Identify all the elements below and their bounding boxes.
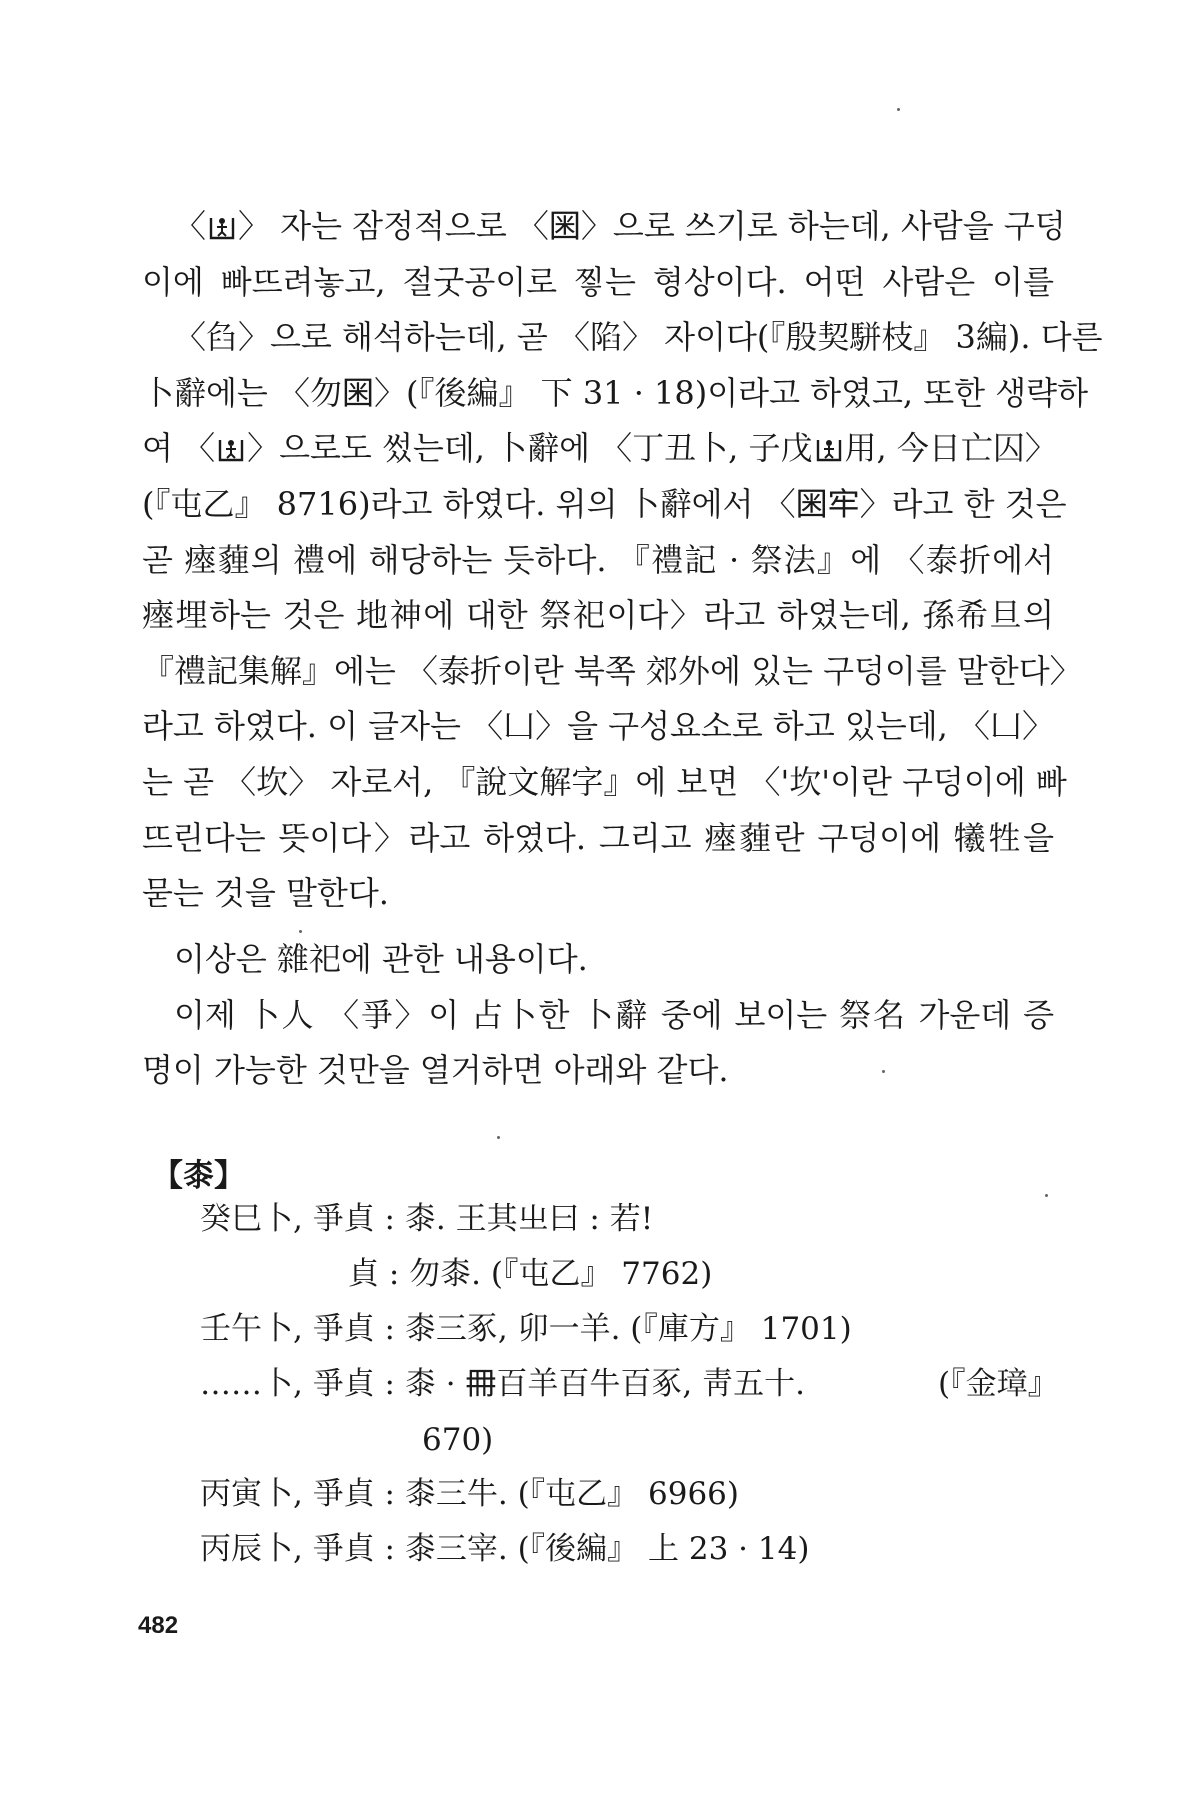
paragraph-line: 명이 가능한 것만을 열거하면 아래와 같다. <box>142 1051 729 1090</box>
divination-entry-continuation: 670) <box>422 1422 494 1458</box>
paragraph-line: 〈 〉 자는 잠정적으로 〈𡇒〉으로 쓰기로 하는데, 사람을 구덩 <box>174 207 1066 245</box>
paragraph-line: 곧 瘞薶의 禮에 해당하는 듯하다. 『禮記 · 祭法』에 〈泰折에서 <box>142 540 1054 579</box>
paragraph-line: 『禮記集解』에는 〈泰折이란 북쪽 郊外에 있는 구덩이를 말한다〉 <box>142 651 1082 690</box>
paragraph-2 <box>142 932 1054 1099</box>
paragraph-line: 卜辭에는 〈勿𡇒〉(『後編』 下 31 · 18)이라고 하였고, 또한 생략하 <box>142 373 1088 412</box>
paragraph-line: 묻는 것을 말한다. <box>142 874 389 913</box>
paragraph-line: 瘞埋하는 것은 地神에 대한 祭祀이다〉라고 하였는데, 孫希旦의 <box>142 596 1054 635</box>
paragraph-line: 이에 빠뜨려놓고, 절굿공이로 찧는 형상이다. 어떤 사람은 이를 <box>142 262 1054 301</box>
paragraph-1 <box>142 199 1103 922</box>
oracle-glyph-icon <box>814 434 844 464</box>
paragraph-line: 여 〈 〉으로도 썼는데, 卜辭에 〈丁丑卜, 子戊 用, 今日亡囚〉 <box>142 429 1057 468</box>
divination-entry: ……卜, 爭貞 : 桼 · 𠕋百羊百牛百豖, 靑五十. <box>200 1366 805 1402</box>
section-heading: 【桼】 <box>152 1158 245 1194</box>
paragraph-line: 는 곧 〈坎〉 자로서, 『說文解字』에 보면 〈'坎'이란 구덩이에 빠 <box>142 762 1067 801</box>
scan-speck <box>1045 1194 1048 1197</box>
paragraph-line: 라고 하였다. 이 글자는 〈凵〉을 구성요소로 하고 있는데, 〈凵〉 <box>142 707 1054 746</box>
paragraph-line: 이상은 雜祀에 관한 내용이다. <box>174 940 588 978</box>
scan-speck <box>897 108 900 111</box>
divination-entry: 貞 : 勿桼. (『屯乙』 7762) <box>348 1256 713 1292</box>
paragraph-line: 이제 卜人 〈爭〉이 占卜한 卜辭 중에 보이는 祭名 가운데 증 <box>174 995 1054 1034</box>
divination-entry: 壬午卜, 爭貞 : 桼三豖, 卯一羊. (『庫方』 1701) <box>200 1311 852 1347</box>
oracle-glyph-icon <box>216 434 246 464</box>
divination-entry: 癸巳卜, 爭貞 : 桼. 王其㞢曰 : 若! <box>200 1201 654 1237</box>
scan-speck <box>299 930 302 933</box>
scan-speck <box>882 1070 885 1073</box>
paragraph-line: (『屯乙』 8716)라고 하였다. 위의 卜辭에서 〈𡇒牢〉라고 한 것은 <box>142 484 1067 523</box>
scan-speck <box>497 1136 500 1139</box>
paragraph-line: 〈臽〉으로 해석하는데, 곧 〈陷〉 자이다(『殷契駢枝』 3編). 다른 <box>174 318 1103 357</box>
divination-entry: 丙寅卜, 爭貞 : 桼三牛. (『屯乙』 6966) <box>200 1476 740 1512</box>
divination-entry-citation: (『金璋』 <box>938 1366 1059 1402</box>
paragraph-line: 뜨린다는 뜻이다〉라고 하였다. 그리고 瘞薶란 구덩이에 犧牲을 <box>142 818 1054 857</box>
oracle-glyph-icon <box>207 212 237 242</box>
divination-entry: 丙辰卜, 爭貞 : 桼三宰. (『後編』 上 23 · 14) <box>200 1531 810 1567</box>
page-number: 482 <box>138 1612 179 1639</box>
